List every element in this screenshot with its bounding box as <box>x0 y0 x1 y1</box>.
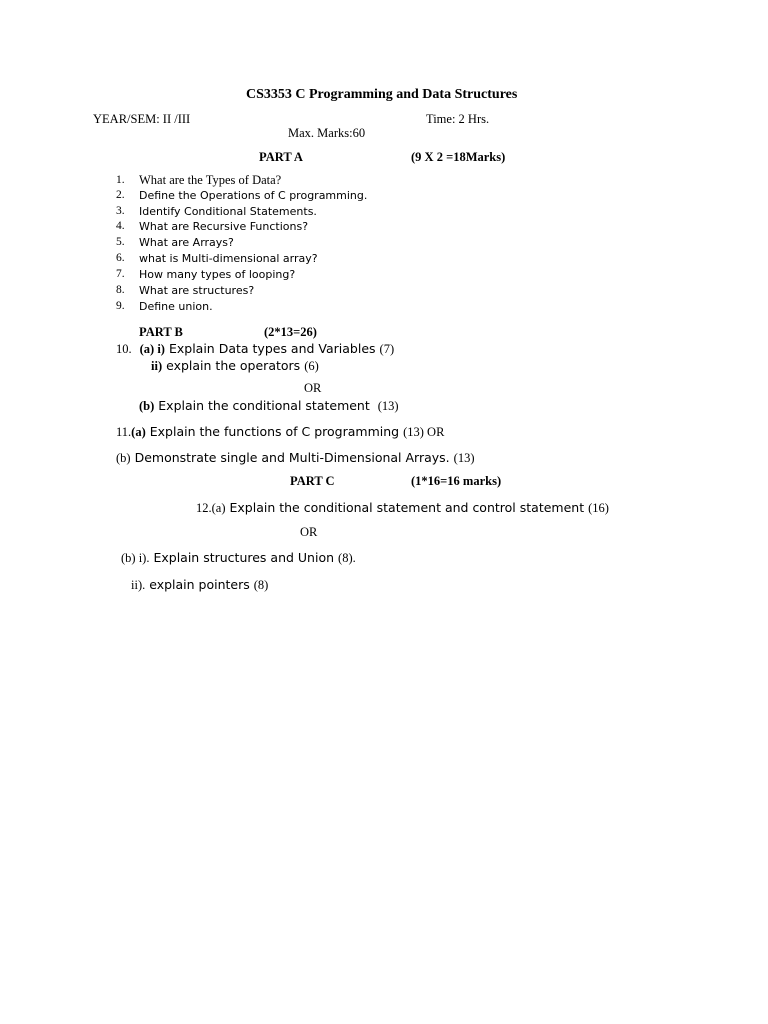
question-10-a-ii <box>151 357 319 375</box>
page-title: CS3353 C Programming and Data Structures <box>246 87 518 102</box>
question-number: 11. <box>116 425 132 439</box>
question-12-b-i <box>121 549 356 567</box>
question-number: 6. <box>116 252 125 264</box>
question-number: 7. <box>116 268 125 280</box>
question-text: What are the Types of Data? <box>139 173 282 187</box>
question-number: 10. <box>116 342 132 356</box>
question-number: 2. <box>116 189 125 201</box>
question-marks: (16) <box>588 501 609 515</box>
option-label: ii) <box>151 359 163 373</box>
or-separator: OR <box>304 381 322 395</box>
question-marks: (13) <box>453 451 475 465</box>
question-marks: (6) <box>304 359 319 373</box>
option-label: (a) i) <box>139 342 165 356</box>
question-text: What are structures? <box>139 284 255 297</box>
part-c-label: PART C <box>290 474 335 488</box>
question-text: What are Recursive Functions? <box>139 220 309 233</box>
question-text: Explain Data types and Variables <box>168 341 376 356</box>
question-number: 12.(a) <box>196 501 226 515</box>
question-number: 9. <box>116 300 125 312</box>
question-12-b-ii <box>131 576 268 594</box>
question-10-b <box>139 397 399 415</box>
question-text: Explain the conditional statement <box>158 398 370 413</box>
option-label: (b) i). <box>121 551 150 565</box>
question-text: explain pointers <box>149 577 250 592</box>
question-12-a <box>196 499 609 517</box>
question-marks: (8) <box>253 578 269 592</box>
question-text: How many types of looping? <box>139 268 296 281</box>
max-marks: Max. Marks:60 <box>288 126 366 140</box>
question-text: Explain structures and Union <box>153 550 335 565</box>
option-label: (a) <box>131 425 146 439</box>
question-text: Explain the functions of C programming <box>149 424 400 439</box>
question-text: explain the operators <box>166 358 301 373</box>
question-text: Demonstrate single and Multi-Dimensional Arrays. <box>134 450 450 465</box>
question-11-a <box>116 423 444 441</box>
part-b-marks: (2*13=26) <box>264 325 317 339</box>
part-b-label: PART B <box>139 325 183 339</box>
question-number: 5. <box>116 236 125 248</box>
question-number: 1. <box>116 174 125 186</box>
question-number: 8. <box>116 284 125 296</box>
year-sem: YEAR/SEM: II /III <box>93 112 191 126</box>
part-c-marks: (1*16=16 marks) <box>411 474 502 488</box>
question-marks: (8). <box>338 551 356 565</box>
question-marks: (13) <box>377 399 399 413</box>
or-separator: OR <box>300 525 318 539</box>
option-label: (b) <box>116 451 131 465</box>
question-text: Define union. <box>139 300 213 313</box>
question-11-b <box>116 449 474 467</box>
question-marks: (7) <box>379 342 395 356</box>
question-text: what is Multi-dimensional array? <box>139 252 318 265</box>
question-10-a <box>116 340 394 358</box>
question-text: Explain the conditional statement and control statement <box>229 500 585 515</box>
question-text: Identify Conditional Statements. <box>139 205 317 218</box>
exam-time: Time: 2 Hrs. <box>426 112 490 126</box>
part-a-marks: (9 X 2 =18Marks) <box>411 150 506 164</box>
question-number: 4. <box>116 220 125 232</box>
question-text: What are Arrays? <box>139 236 234 249</box>
question-marks: (13) OR <box>403 425 445 439</box>
option-label: (b) <box>139 399 155 413</box>
part-a-label: PART A <box>259 150 303 164</box>
option-label: ii). <box>131 578 146 592</box>
question-number: 3. <box>116 205 125 217</box>
question-text: Define the Operations of C programming. <box>139 189 368 202</box>
